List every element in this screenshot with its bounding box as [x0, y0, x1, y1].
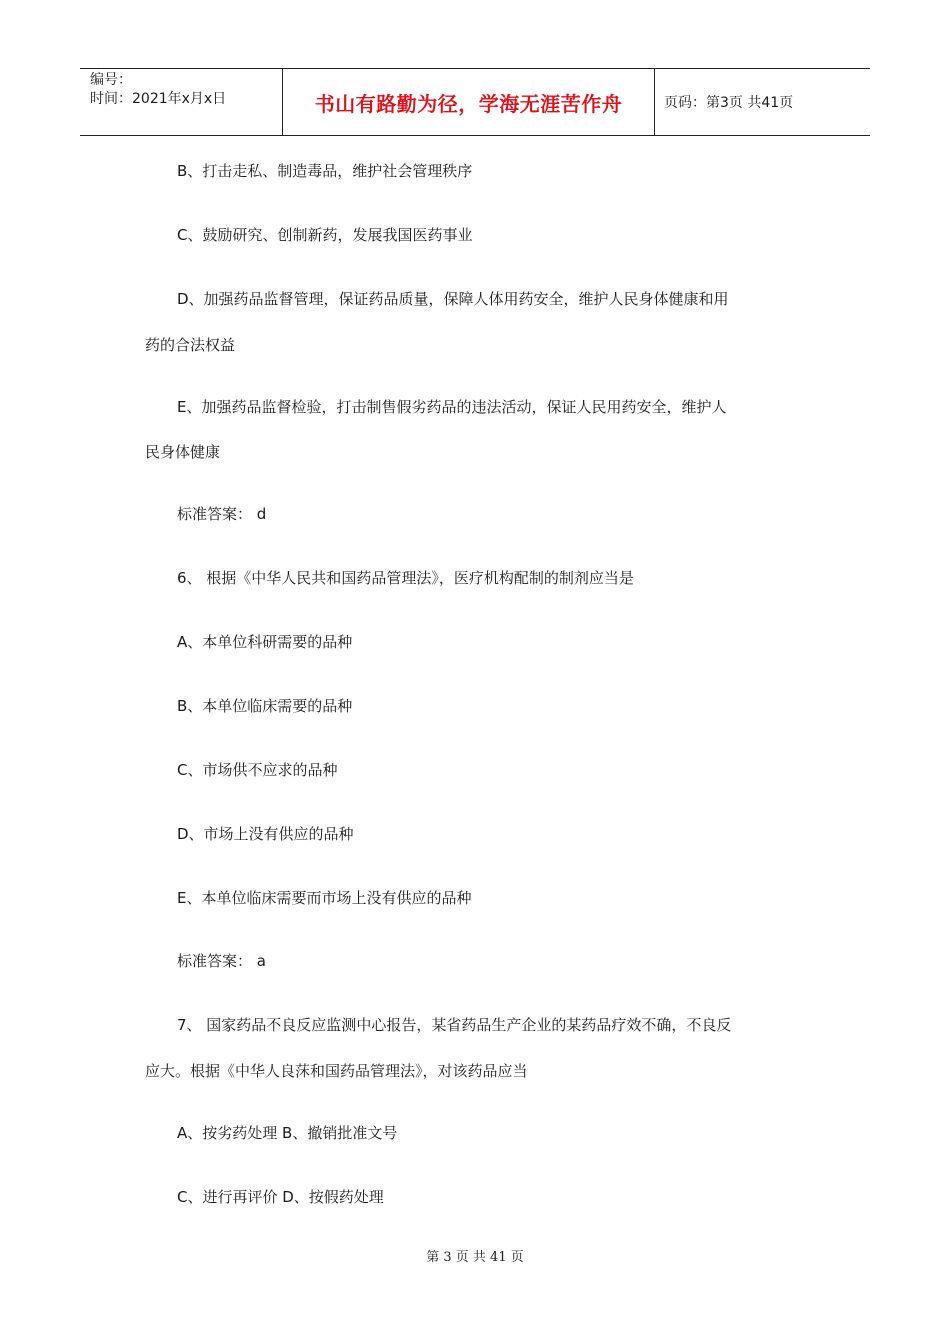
option-b-line: B、打击走私、制造毒品，维护社会管理秩序 [177, 162, 473, 180]
question-6: 6、 根据《中华人民共和国药品管理法》，医疗机构配制的制剂应当是 [177, 569, 634, 587]
option-d-continuation: 药的合法权益 [145, 336, 236, 354]
number-label: 编号： [90, 72, 132, 88]
header-motto-cell [282, 69, 655, 135]
answer-line: 标准答案： d [177, 505, 267, 523]
q7-options-ab: A、按劣药处理 B、撤销批准文号 [177, 1124, 398, 1142]
option-c-line: C、鼓励研究、创制新药，发展我国医药事业 [177, 226, 473, 244]
page-label: 页码：第3页 共41页 [664, 95, 794, 111]
q6-option-e: E、本单位临床需要而市场上没有供应的品种 [177, 889, 472, 907]
q7-options-cd: C、进行再评价 D、按假药处理 [177, 1188, 384, 1206]
page-footer: 第 3 页 共 41 页 [426, 1250, 524, 1265]
header-table [80, 68, 870, 136]
header-page-cell [655, 69, 870, 135]
question-7: 7、 国家药品不良反应监测中心报告，某省药品生产企业的某药品疗效不确，不良反 [177, 1016, 732, 1034]
motto-text: 书山有路勤为径，学海无涯苦作舟 [314, 91, 623, 116]
option-e-line: E、加强药品监督检验，打击制售假劣药品的违法活动，保证人民用药安全，维护人 [177, 398, 727, 416]
header-info-cell [80, 69, 282, 135]
date-label: 时间：2021年x月x日 [90, 91, 227, 107]
option-d-line: D、加强药品监督管理，保证药品质量，保障人体用药安全，维护人民身体健康和用 [177, 290, 729, 308]
q6-option-a: A、本单位科研需要的品种 [177, 633, 353, 651]
question-7-continuation: 应大。根据《中华人良莯和国药品管理法》，对该药品应当 [145, 1062, 528, 1080]
q6-answer: 标准答案： a [177, 952, 266, 970]
option-e-continuation: 民身体健康 [145, 443, 221, 461]
q6-option-c: C、市场供不应求的品种 [177, 761, 338, 779]
q6-option-b: B、本单位临床需要的品种 [177, 697, 353, 715]
q6-option-d: D、市场上没有供应的品种 [177, 825, 354, 843]
